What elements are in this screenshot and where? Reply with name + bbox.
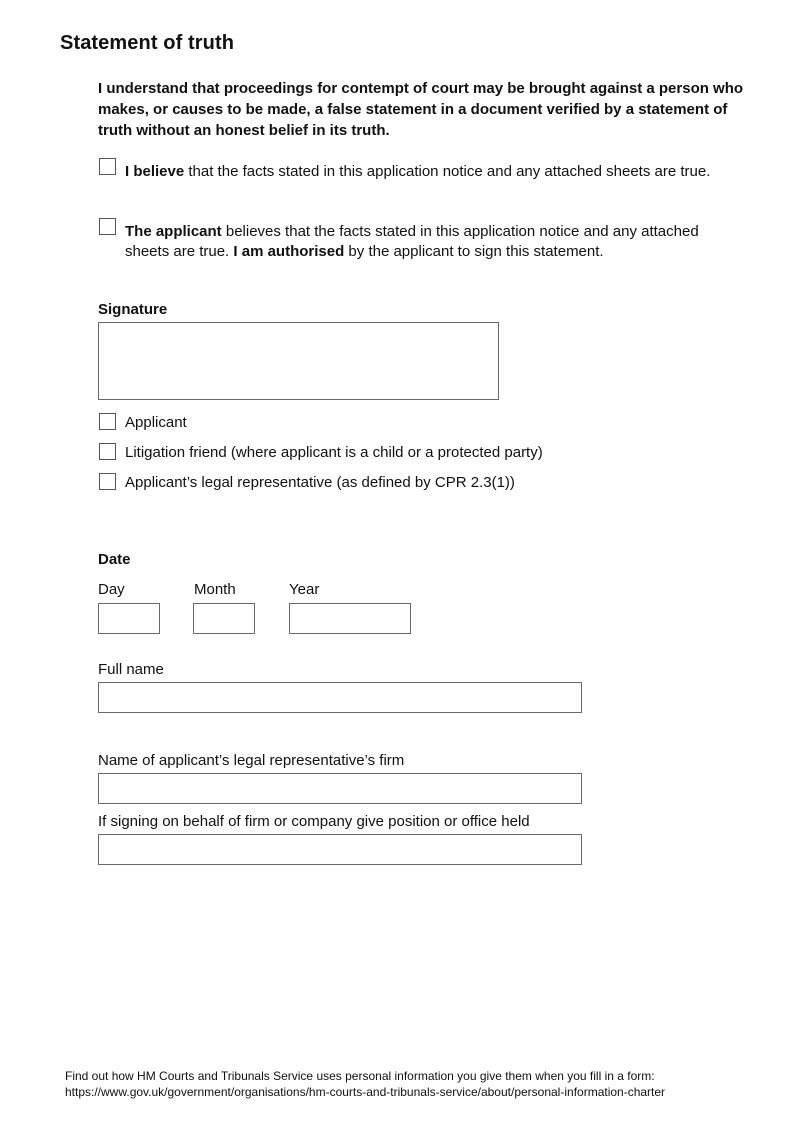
i-believe-bold: I believe [125,163,185,180]
year-input[interactable] [289,603,411,634]
i-believe-checkbox[interactable] [99,158,116,175]
litigation-friend-checkbox[interactable] [99,443,116,460]
applicant-believes-statement [125,222,735,262]
full-name-input[interactable] [98,682,582,713]
position-input[interactable] [98,834,582,865]
contempt-warning-text: I understand that proceedings for contempt of court may be brought against a person who makes, or causes to be made, a false statement in a document verified by a statement of truth without an honest belief in its truth. [98,80,744,139]
day-label: Day [98,581,125,598]
applicant-option-label: Applicant [125,414,187,431]
firm-name-input[interactable] [98,773,582,804]
position-label: If signing on behalf of firm or company give position or office held [98,813,530,830]
footer-line-1: Find out how HM Courts and Tribunals Service uses personal information you give them when you fill in a form: [65,1069,655,1083]
full-name-label: Full name [98,661,164,678]
personal-information-charter-link[interactable]: https://www.gov.uk/government/organisations/hm-courts-and-tribunals-service/about/personal-information-charter [65,1085,666,1099]
footer-privacy-notice [65,1068,785,1100]
day-input[interactable] [98,603,160,634]
year-label: Year [289,581,320,598]
signature-box[interactable] [98,322,499,400]
month-label: Month [194,581,236,598]
page-title: Statement of truth [60,32,235,54]
applicant-checkbox[interactable] [99,413,116,430]
date-label: Date [98,551,131,568]
legal-representative-checkbox[interactable] [99,473,116,490]
applicant-believes-checkbox[interactable] [99,218,116,235]
firm-name-label: Name of applicant’s legal representative’s firm [98,752,405,769]
authorised-text: by the applicant to sign this statement. [344,243,604,260]
signature-label: Signature [98,301,168,318]
applicant-bold: The applicant [125,223,222,240]
i-believe-text: that the facts stated in this application notice and any attached sheets are true. [184,163,711,180]
month-input[interactable] [193,603,255,634]
litigation-friend-option-label: Litigation friend (where applicant is a child or a protected party) [125,444,543,461]
legal-representative-option-label: Applicant’s legal representative (as defined by CPR 2.3(1)) [125,474,515,491]
i-believe-statement [125,162,735,182]
authorised-bold: I am authorised [233,243,345,260]
applicant-believes-text: believes that the facts stated in this application notice and any attached sheets are true. [125,223,699,260]
